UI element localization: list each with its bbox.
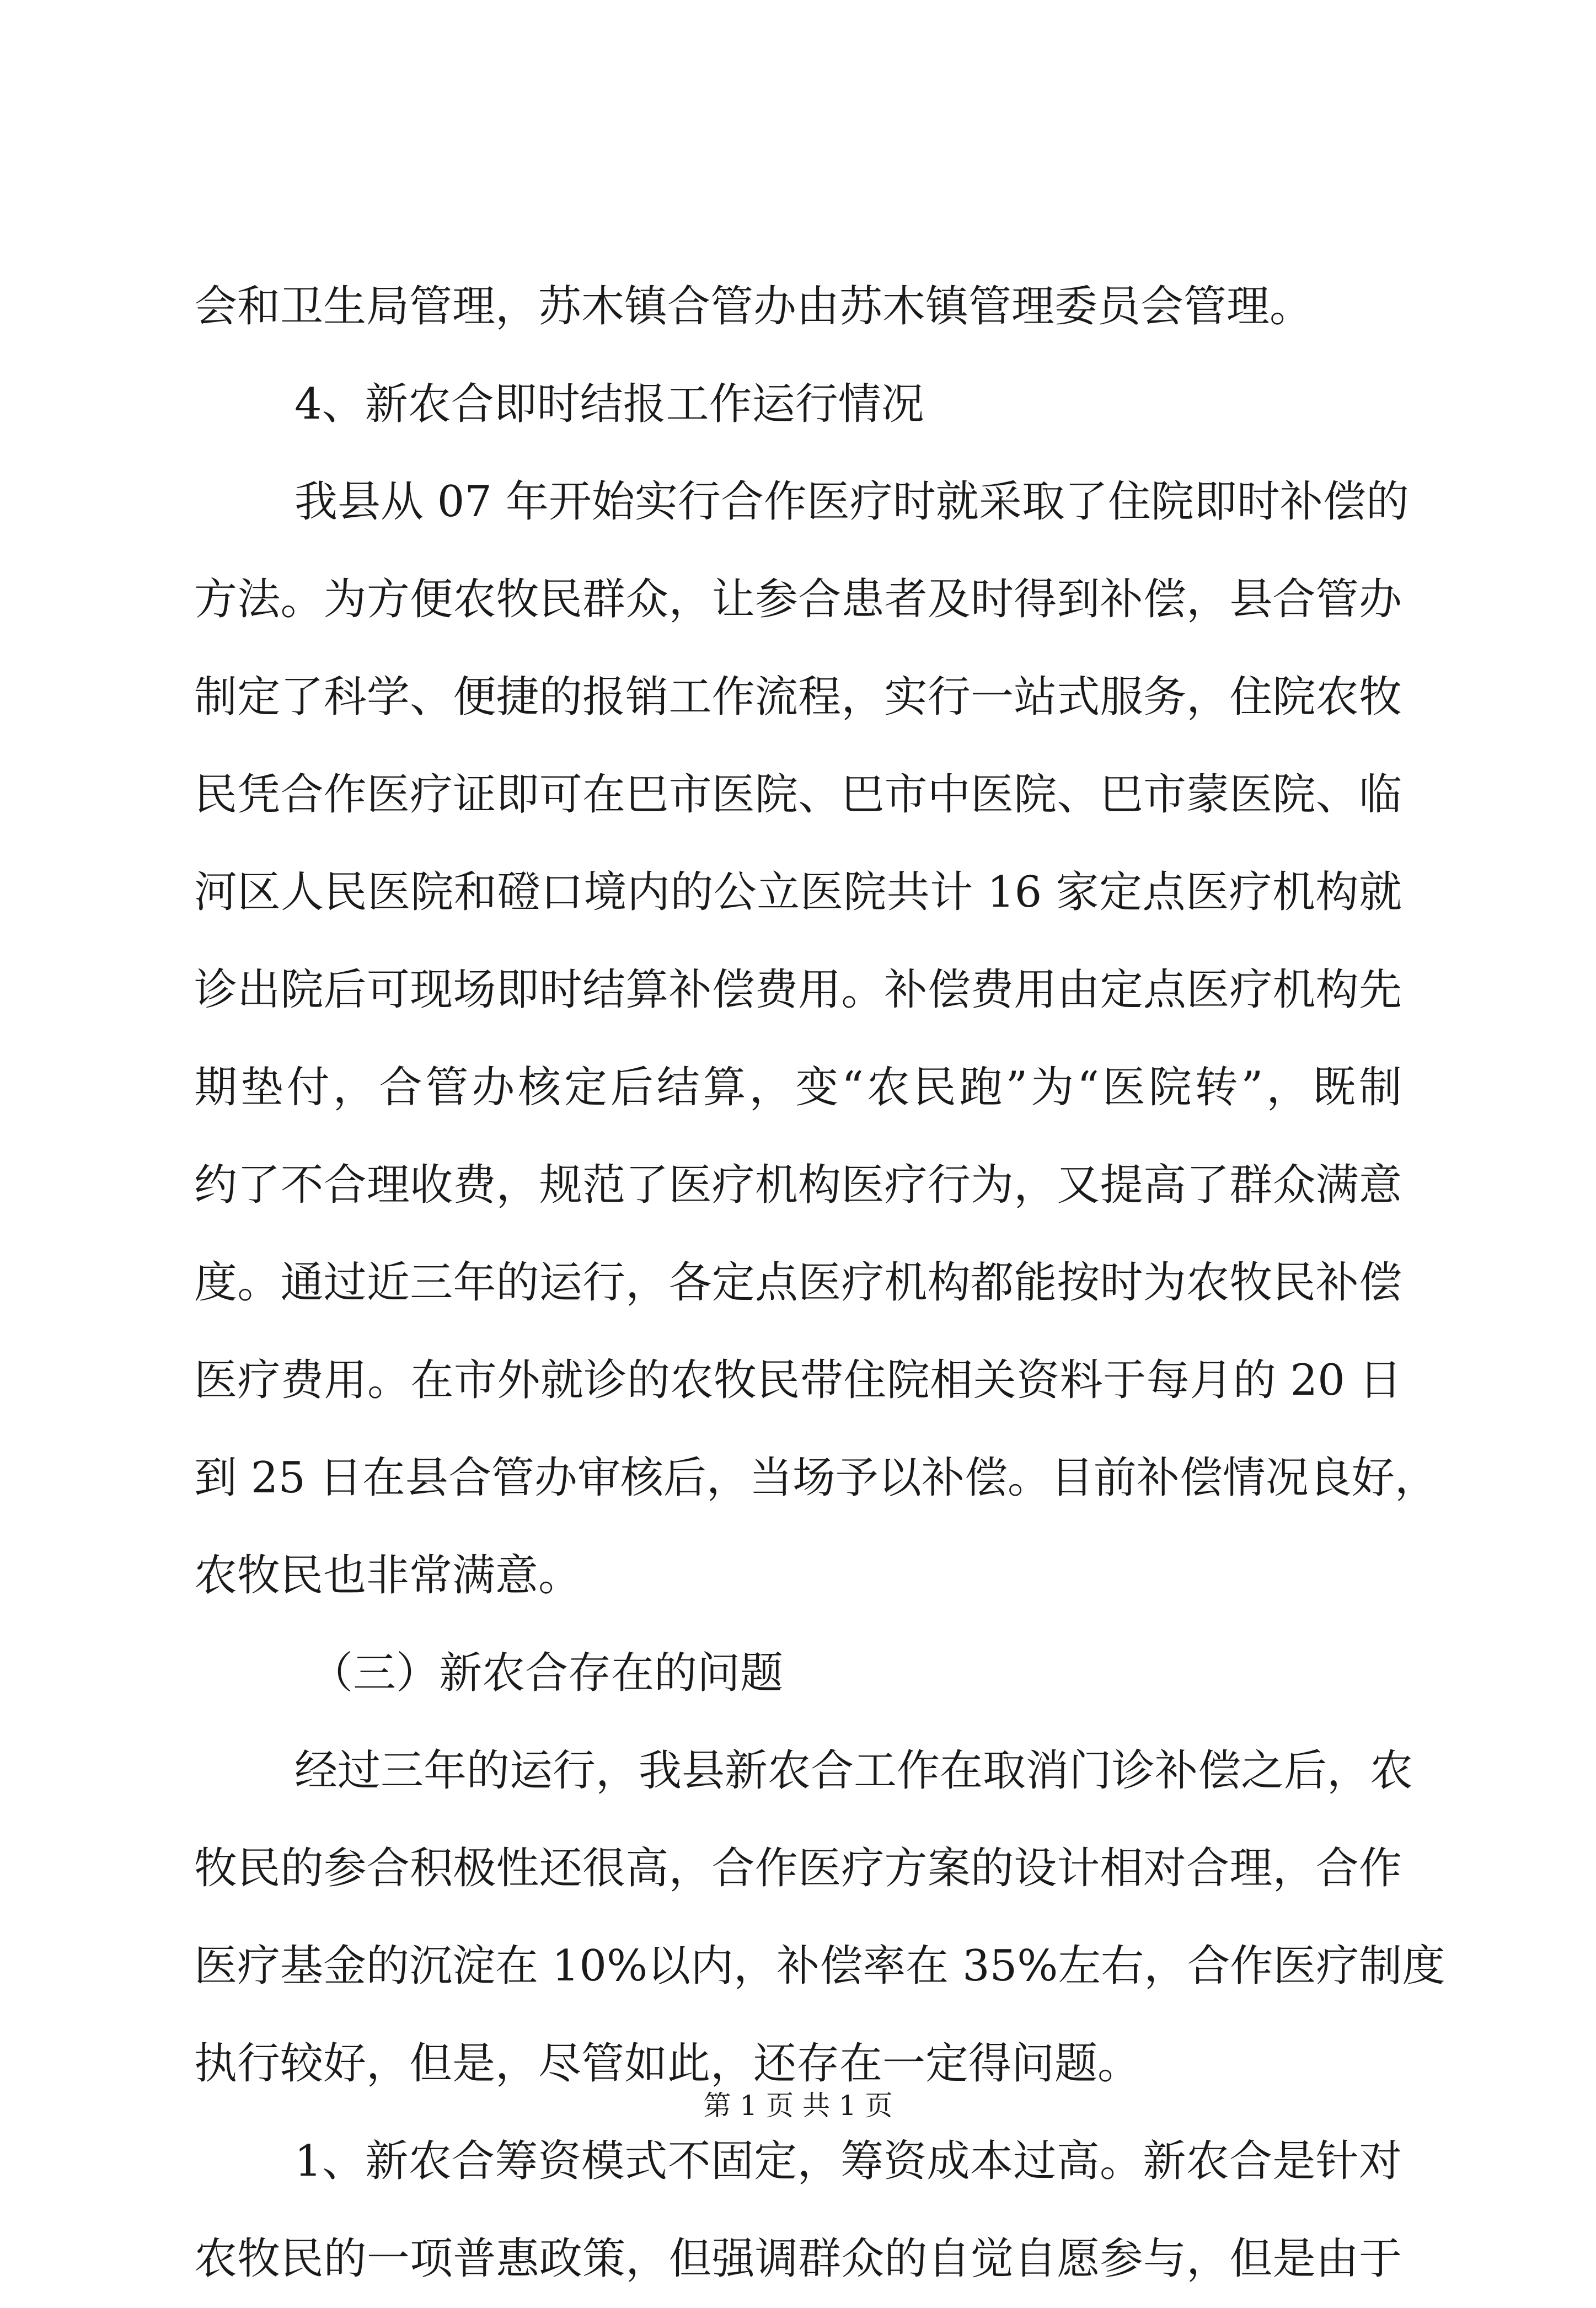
paragraph-line: 牧民的参合积极性还很高，合作医疗方案的设计相对合理，合作: [194, 1844, 1402, 1893]
paragraph-line: 执行较好，但是，尽管如此，还存在一定得问题。: [194, 2039, 1141, 2089]
page-number-label: 第 1 页 共 1 页: [703, 2090, 893, 2122]
section-heading: （三）新农合存在的问题: [310, 1648, 784, 1698]
paragraph-line: 期垫付，合管办核定后结算，变“农民跑”为“医院转”，既制: [194, 1063, 1402, 1112]
paragraph-line: 农牧民的一项普惠政策，但强调群众的自觉自愿参与，但是由于: [194, 2234, 1402, 2284]
document-body: [194, 258, 1445, 2308]
paragraph-line: 方法。为方便农牧民群众，让参合患者及时得到补偿，县合管办: [194, 575, 1402, 624]
paragraph-line: 经过三年的运行，我县新农合工作在取消门诊补偿之后，农: [294, 1746, 1413, 1796]
paragraph-line: 1、新农合筹资模式不固定，筹资成本过高。新农合是针对: [294, 2136, 1402, 2186]
paragraph-line: 民凭合作医疗证即可在巴市医院、巴市中医院、巴市蒙医院、临: [194, 770, 1402, 820]
paragraph-line: 会和卫生局管理，苏木镇合管办由苏木镇管理委员会管理。: [194, 282, 1313, 331]
paragraph-line: 医疗费用。在市外就诊的农牧民带住院相关资料于每月的 20 日: [194, 1356, 1402, 1405]
paragraph-line: 度。通过近三年的运行，各定点医疗机构都能按时为农牧民补偿: [194, 1258, 1402, 1308]
section-heading: 4、新农合即时结报工作运行情况: [294, 379, 924, 429]
paragraph-line: 医疗基金的沉淀在 10%以内，补偿率在 35%左右，合作医疗制度: [194, 1941, 1445, 1991]
paragraph-line: 河区人民医院和磴口境内的公立医院共计 16 家定点医疗机构就: [194, 867, 1402, 917]
page-footer: [0, 2084, 1596, 2123]
paragraph-line: 约了不合理收费，规范了医疗机构医疗行为，又提高了群众满意: [194, 1160, 1402, 1210]
paragraph-line: 制定了科学、便捷的报销工作流程，实行一站式服务，住院农牧: [194, 672, 1402, 722]
paragraph-line: 我县从 07 年开始实行合作医疗时就采取了住院即时补偿的: [294, 477, 1409, 527]
paragraph-line: 到 25 日在县合管办审核后，当场予以补偿。目前补偿情况良好，: [194, 1453, 1438, 1503]
paragraph-line: 诊出院后可现场即时结算补偿费用。补偿费用由定点医疗机构先: [194, 965, 1402, 1015]
paragraph-line: 农牧民也非常满意。: [194, 1551, 582, 1600]
